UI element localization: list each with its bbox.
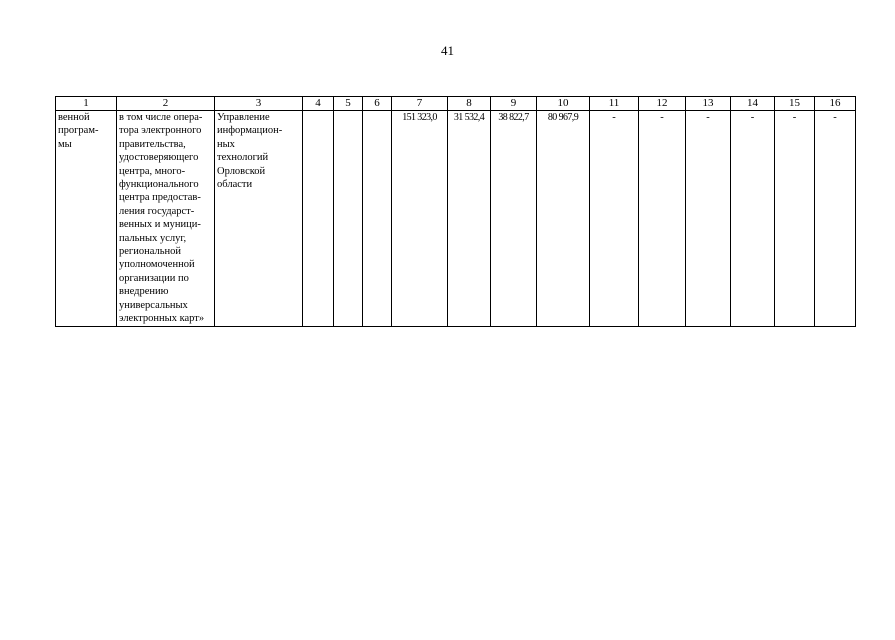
- executor-cell: Управление информацион- ных технологий Орловской области: [215, 111, 303, 327]
- column-number: 2: [117, 97, 215, 111]
- column-number: 9: [491, 97, 537, 111]
- column-number: 1: [56, 97, 117, 111]
- empty-cell: [363, 111, 392, 327]
- column-number: 6: [363, 97, 392, 111]
- value-cell: -: [731, 111, 775, 327]
- value-cell: 80 967,9: [537, 111, 590, 327]
- column-number: 15: [775, 97, 815, 111]
- column-number: 4: [303, 97, 334, 111]
- program-name-cell: венной програм- мы: [56, 111, 117, 327]
- column-number: 7: [392, 97, 448, 111]
- page-number: 41: [441, 43, 454, 58]
- value-cell: 38 822,7: [491, 111, 537, 327]
- empty-cell: [303, 111, 334, 327]
- column-number: 8: [448, 97, 491, 111]
- column-number: 11: [590, 97, 639, 111]
- description-cell: в том числе опера- тора электронного правительства, удостоверяющего центра, много- функционального центра предостав- ления государст- венных и муници- пальных услуг, региональной уполномоченной организации по внедрению универсальных электронных карт»: [117, 111, 215, 327]
- column-number-row: [56, 97, 856, 111]
- empty-cell: [334, 111, 363, 327]
- column-number: 14: [731, 97, 775, 111]
- column-number: 12: [639, 97, 686, 111]
- column-number: 3: [215, 97, 303, 111]
- budget-table: [55, 96, 856, 327]
- value-cell: -: [590, 111, 639, 327]
- value-cell: -: [815, 111, 856, 327]
- value-cell: 31 532,4: [448, 111, 491, 327]
- value-cell: 151 323,0: [392, 111, 448, 327]
- value-cell: -: [775, 111, 815, 327]
- column-number: 5: [334, 97, 363, 111]
- table-row: [56, 111, 856, 327]
- value-cell: -: [639, 111, 686, 327]
- column-number: 13: [686, 97, 731, 111]
- column-number: 16: [815, 97, 856, 111]
- value-cell: -: [686, 111, 731, 327]
- column-number: 10: [537, 97, 590, 111]
